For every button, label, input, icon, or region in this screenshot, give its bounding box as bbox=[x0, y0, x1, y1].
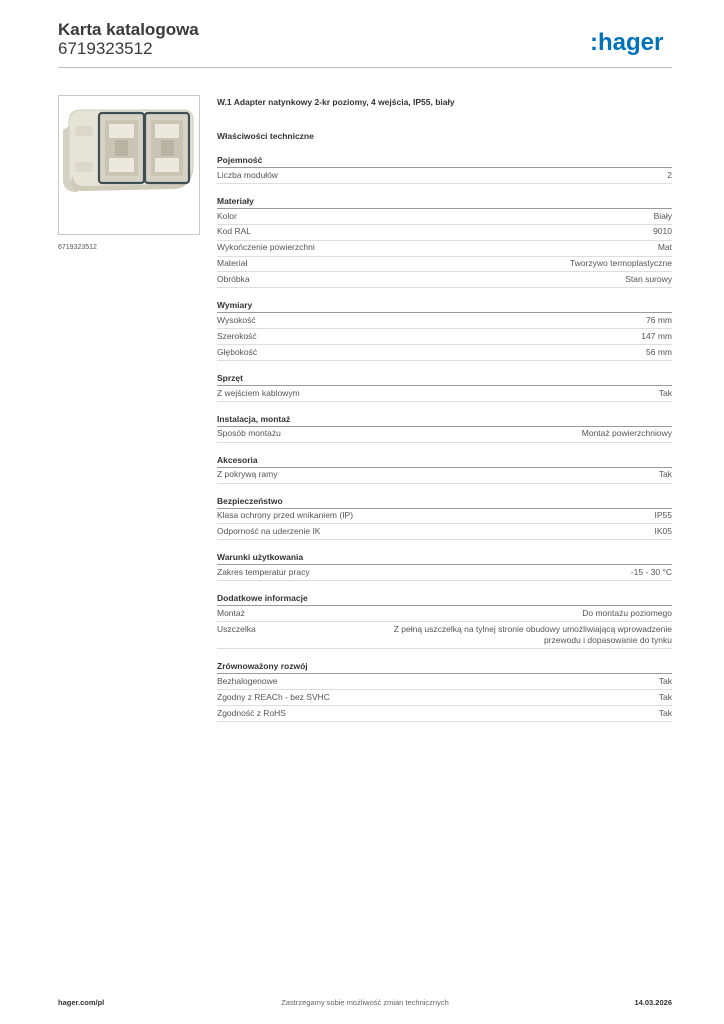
spec-value: Tak bbox=[658, 676, 672, 687]
footer-notice: Zastrzegamy sobie możliwość zmian technicznych bbox=[281, 998, 449, 1007]
specification-sections bbox=[217, 154, 672, 722]
spec-row bbox=[217, 329, 672, 345]
spec-value: Tak bbox=[658, 707, 672, 718]
spec-row bbox=[217, 427, 672, 443]
spec-row bbox=[217, 468, 672, 484]
spec-row bbox=[217, 509, 672, 525]
spec-row bbox=[217, 690, 672, 706]
section-title: Instalacja, montaż bbox=[217, 413, 672, 427]
section-title: Warunki użytkowania bbox=[217, 551, 672, 565]
hager-logo bbox=[590, 28, 672, 56]
spec-row bbox=[217, 168, 672, 184]
spec-label: Zgodność z RoHS bbox=[217, 707, 286, 718]
section-title: Wymiary bbox=[217, 299, 672, 313]
spec-value: Tak bbox=[658, 387, 672, 398]
document-header bbox=[58, 20, 672, 67]
spec-value: 56 mm bbox=[646, 346, 672, 357]
spec-label: Liczba modułów bbox=[217, 169, 278, 180]
spec-label: Sposób montażu bbox=[217, 428, 281, 439]
document-title: Karta katalogowa bbox=[58, 20, 199, 39]
section-title: Dodatkowe informacje bbox=[217, 592, 672, 606]
spec-value: Tak bbox=[658, 469, 672, 480]
spec-label: Klasa ochrony przed wnikaniem (IP) bbox=[217, 510, 354, 521]
spec-label: Z wejściem kablowym bbox=[217, 387, 300, 398]
spec-label: Wykończenie powierzchni bbox=[217, 242, 315, 253]
spec-value: IP55 bbox=[654, 510, 672, 521]
spec-row bbox=[217, 606, 672, 622]
spec-row bbox=[217, 345, 672, 361]
spec-section bbox=[217, 495, 672, 541]
footer-website: hager.com/pl bbox=[58, 998, 105, 1007]
spec-label: Głębokość bbox=[217, 346, 258, 357]
specification-content bbox=[217, 95, 672, 722]
section-title: Zrównoważony rozwój bbox=[217, 660, 672, 674]
footer-date: 14.03.2026 bbox=[634, 998, 672, 1007]
spec-value: -15 - 30 °C bbox=[630, 566, 672, 577]
spec-value: Z pełną uszczelką na tylnej stronie obudowy umożliwiającą wprowadzenie przewodu i dopasowanie do tynku bbox=[393, 623, 672, 646]
spec-label: Zgodny z REACh - bez SVHC bbox=[217, 691, 330, 702]
catalog-number: 6719323512 bbox=[58, 39, 153, 58]
spec-row bbox=[217, 565, 672, 581]
spec-label: Odporność na uderzenie IK bbox=[217, 526, 321, 537]
spec-section bbox=[217, 592, 672, 649]
spec-label: Szerokość bbox=[217, 330, 257, 341]
surface-box-illustration bbox=[59, 96, 199, 234]
spec-label: Uszczelka bbox=[217, 623, 256, 634]
section-title: Materiały bbox=[217, 195, 672, 209]
spec-value: Mat bbox=[657, 242, 672, 253]
spec-label: Z pokrywą ramy bbox=[217, 469, 278, 480]
svg-text::hager: :hager bbox=[590, 29, 664, 56]
spec-label: Zakres temperatur pracy bbox=[217, 566, 310, 577]
spec-label: Obróbka bbox=[217, 274, 250, 285]
section-title: Akcesoria bbox=[217, 454, 672, 468]
spec-value: Biały bbox=[653, 210, 672, 221]
spec-value: Tak bbox=[658, 691, 672, 702]
spec-row bbox=[217, 257, 672, 273]
spec-value: Montaż powierzchniowy bbox=[581, 428, 672, 439]
spec-section bbox=[217, 299, 672, 361]
spec-section bbox=[217, 660, 672, 722]
spec-section bbox=[217, 372, 672, 402]
spec-row bbox=[217, 386, 672, 402]
spec-section bbox=[217, 413, 672, 443]
spec-value: 2 bbox=[667, 169, 672, 180]
spec-row bbox=[217, 209, 672, 225]
spec-row bbox=[217, 674, 672, 690]
spec-value: 147 mm bbox=[641, 330, 672, 341]
image-caption: 6719323512 bbox=[58, 244, 97, 251]
spec-row bbox=[217, 622, 672, 649]
spec-section bbox=[217, 551, 672, 581]
spec-row bbox=[217, 313, 672, 329]
spec-label: Wysokość bbox=[217, 314, 256, 325]
technical-properties-heading: Właściwości techniczne bbox=[217, 131, 314, 141]
spec-label: Materiał bbox=[217, 258, 248, 269]
spec-value: Tworzywo termoplastyczne bbox=[569, 258, 672, 269]
spec-value: Do montażu poziomego bbox=[582, 607, 672, 618]
spec-value: Stan surowy bbox=[625, 274, 672, 285]
spec-label: Kod RAL bbox=[217, 226, 252, 237]
spec-section bbox=[217, 154, 672, 184]
spec-row bbox=[217, 524, 672, 540]
product-image bbox=[58, 95, 200, 235]
header-divider bbox=[58, 67, 672, 68]
spec-row bbox=[217, 241, 672, 257]
section-title: Bezpieczeństwo bbox=[217, 495, 672, 509]
spec-value: IK05 bbox=[654, 526, 672, 537]
spec-label: Montaż bbox=[217, 607, 245, 618]
spec-label: Kolor bbox=[217, 210, 237, 221]
spec-row bbox=[217, 272, 672, 288]
section-title: Sprzęt bbox=[217, 372, 672, 386]
spec-row bbox=[217, 706, 672, 722]
spec-row bbox=[217, 225, 672, 241]
spec-label: Bezhalogenowe bbox=[217, 676, 278, 687]
section-title: Pojemność bbox=[217, 154, 672, 168]
spec-section bbox=[217, 195, 672, 288]
spec-section bbox=[217, 454, 672, 484]
spec-value: 9010 bbox=[653, 226, 672, 237]
product-name: W.1 Adapter natynkowy 2-kr poziomy, 4 wejścia, IP55, biały bbox=[217, 97, 455, 107]
spec-value: 76 mm bbox=[646, 314, 672, 325]
